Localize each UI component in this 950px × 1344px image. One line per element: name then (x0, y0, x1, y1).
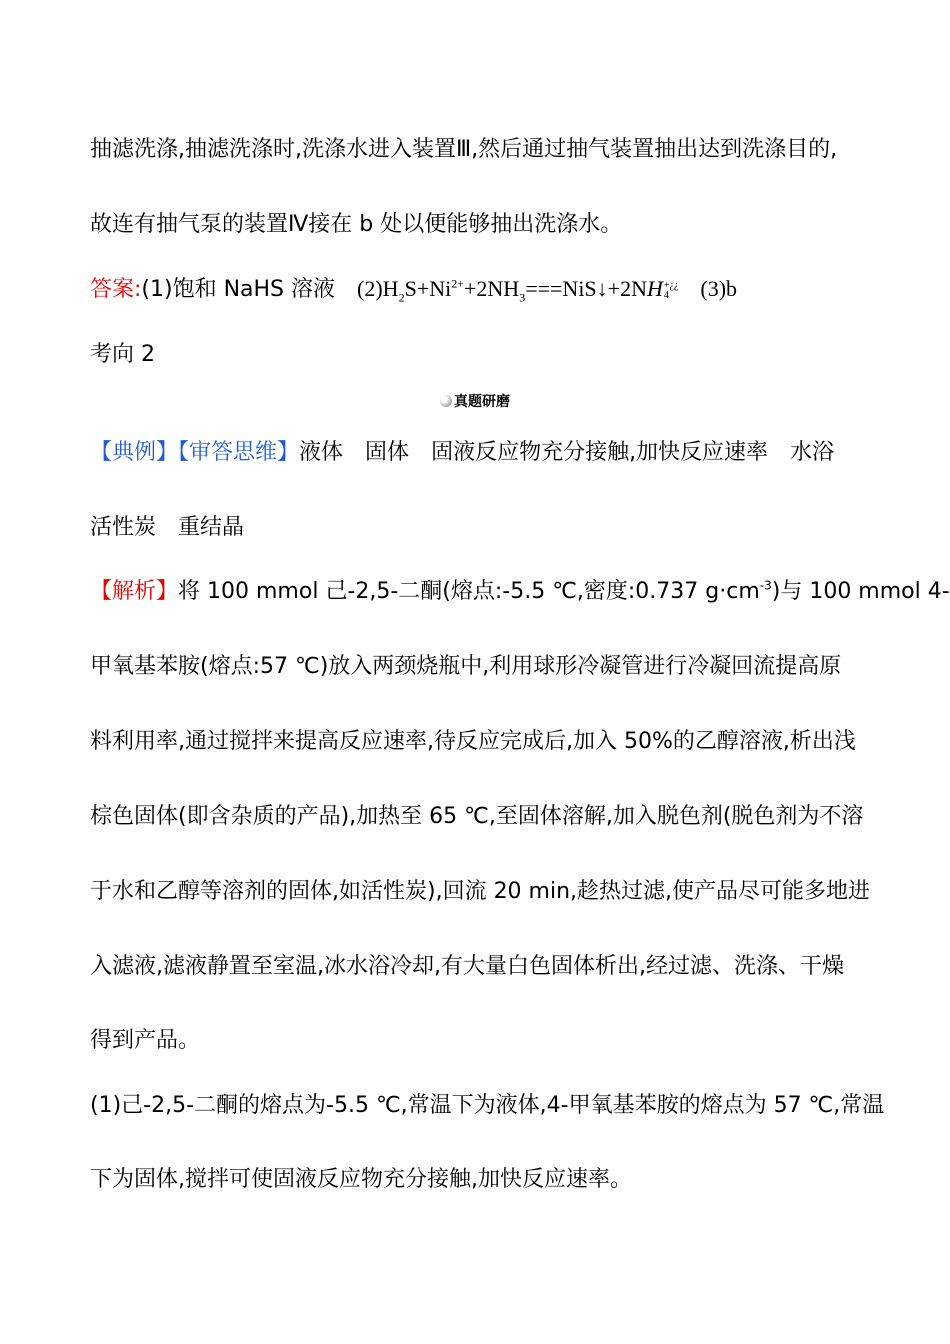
example-line: 【典例】【审答思维】液体 固体 固液反应物充分接触,加快反应速率 水浴 (90, 440, 835, 465)
paragraph-line: 故连有抽气泵的装置Ⅳ接在 b 处以便能够抽出洗涤水。 (90, 212, 623, 237)
paragraph-line: 抽滤洗涤,抽滤洗涤时,洗涤水进入装置Ⅲ,然后通过抽气装置抽出达到洗涤目的, (90, 137, 838, 162)
example-line-2: 活性炭 重结晶 (90, 515, 245, 540)
answer-part-2: $(2)H_2S+Ni^{2+}+2NH_3===NiS↓+2NH$ +¿¿ 4 (357, 276, 679, 305)
section-title: 真题研磨 (0, 392, 950, 412)
answer-label: 答案: (90, 277, 142, 302)
analysis-line: 料利用率,通过搅拌来提高反应速率,待反应完成后,加入 50%的乙醇溶液,析出浅 (90, 729, 856, 754)
thinking-tag: 【审答思维】 (178, 440, 300, 465)
analysis-line: 棕色固体(即含杂质的产品),加热至 65 ℃,至固体溶解,加入脱色剂(脱色剂为不溶 (90, 804, 864, 829)
question-line: 下为固体,搅拌可使固液反应物充分接触,加快反应速率。 (90, 1167, 632, 1192)
answer-part-1: (1)饱和 NaHS 溶液 (141, 277, 336, 302)
example-tag: 【典例】 (90, 440, 179, 465)
answer-line (90, 275, 737, 304)
analysis-tag: 【解析】 (90, 579, 179, 604)
kaoxiang-heading: 考向 2 (90, 342, 155, 367)
analysis-line: 甲氧基苯胺(熔点:57 ℃)放入两颈烧瓶中,利用球形冷凝管进行冷凝回流提高原 (90, 654, 842, 679)
analysis-line: 于水和乙醇等溶剂的固体,如活性炭),回流 20 min,趁热过滤,使产品尽可能多地进 (90, 879, 871, 904)
answer-part-3: (3)b (700, 276, 738, 301)
bullet-icon (440, 395, 452, 407)
question-line: (1)己-2,5-二酮的熔点为-5.5 ℃,常温下为液体,4-甲氧基苯胺的熔点为 57 ℃,常温 (90, 1093, 885, 1118)
analysis-line: 得到产品。 (90, 1028, 201, 1053)
analysis-line: 入滤液,滤液静置至室温,冰水浴冷却,有大量白色固体析出,经过滤、洗涤、干燥 (90, 954, 844, 979)
analysis-line: 【解析】将 100 mmol 己-2,5-二酮(熔点:-5.5 ℃,密度:0.737 $g\cdot cm^{-3}$)与 100 mmol 4- (90, 578, 950, 604)
